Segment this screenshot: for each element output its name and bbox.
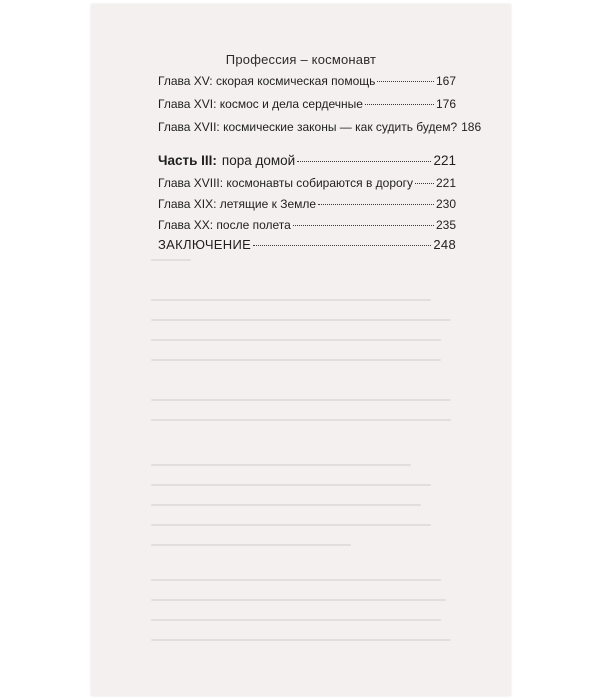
toc-entry-title: Глава XVII: космические законы — как судить будем? [158, 120, 458, 134]
toc-entry-page: 230 [435, 197, 456, 211]
toc-entry-page: 248 [433, 237, 456, 252]
toc-entry-title: Глава XVIII: космонавты собираются в дорогу [158, 176, 414, 190]
toc-entry-chapter-17 [158, 120, 482, 134]
dot-leader [297, 161, 431, 162]
toc-part-title: пора домой [221, 153, 296, 168]
toc-entry-title: Глава XV: скорая космическая помощь [158, 74, 376, 88]
toc-part-label: Часть III: [158, 153, 217, 168]
toc-entry-page: 221 [435, 176, 456, 190]
toc-entry-title: ЗАКЛЮЧЕНИЕ [158, 237, 252, 252]
toc-entry-page: 167 [435, 74, 456, 88]
dot-leader [377, 81, 434, 82]
toc-entry-title: Глава XIX: летящие к Земле [158, 197, 317, 211]
toc-entry-chapter-20 [158, 218, 456, 232]
book-page [91, 4, 511, 696]
dot-leader [253, 245, 431, 246]
bleed-through-text [151, 259, 511, 659]
toc-entry-conclusion [158, 237, 456, 252]
dot-leader [365, 104, 434, 105]
toc-entry-part-3 [158, 153, 456, 168]
toc-entry-page: 235 [435, 218, 456, 232]
dot-leader [415, 183, 434, 184]
toc-entry-chapter-16 [158, 97, 456, 111]
toc-entry-title: Глава XVI: космос и дела сердечные [158, 97, 363, 111]
toc-entry-page: 176 [435, 97, 456, 111]
toc-entry-chapter-15 [158, 74, 456, 88]
toc-entry-page: 221 [433, 153, 456, 168]
running-header: Профессия – космонавт [225, 52, 377, 67]
toc-entry-chapter-19 [158, 197, 456, 211]
toc-entry-title: Глава XX: после полета [158, 218, 291, 232]
dot-leader [293, 225, 434, 226]
toc-entry-page: 186 [461, 120, 482, 134]
toc-entry-chapter-18 [158, 176, 456, 190]
dot-leader [318, 204, 434, 205]
